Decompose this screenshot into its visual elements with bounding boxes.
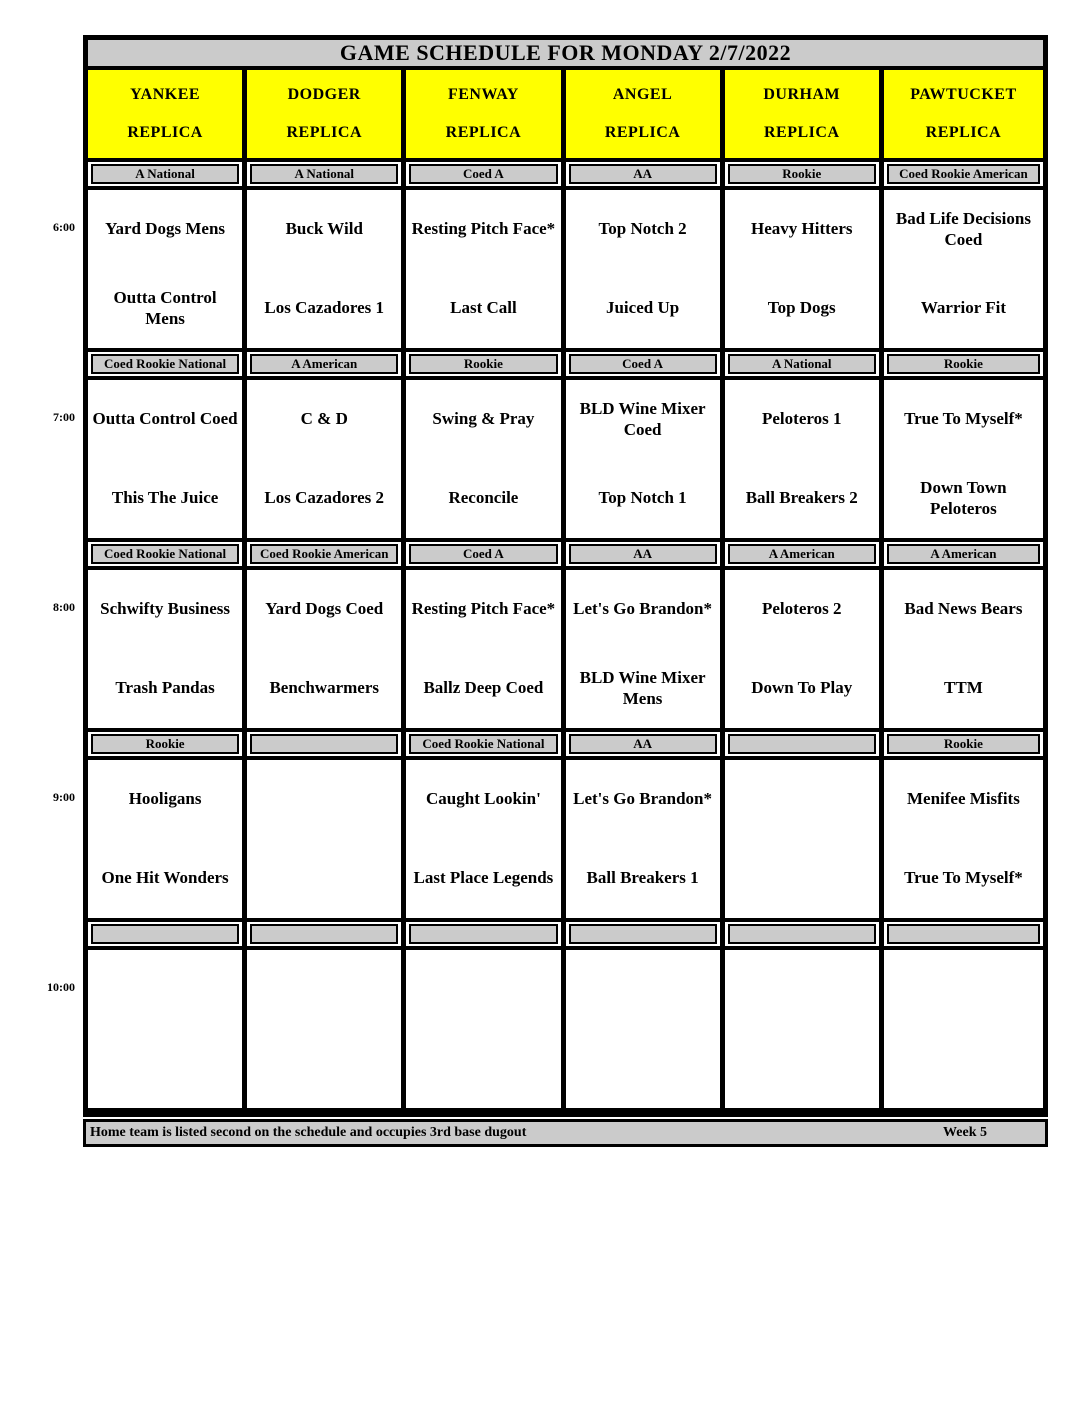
time-label: 8:00 (53, 600, 75, 614)
home-team-name: True To Myself* (904, 868, 1023, 888)
division-bar: Rookie (887, 734, 1040, 754)
division-cell (725, 732, 884, 756)
division-cell (566, 352, 725, 376)
division-cell (247, 732, 406, 756)
division-cell (884, 352, 1043, 376)
footer-bar (83, 1119, 1048, 1147)
home-team-name: Last Place Legends (413, 868, 554, 888)
division-bar: A American (250, 354, 398, 374)
time-label: 7:00 (53, 410, 75, 424)
visitor-team-name: Resting Pitch Face* (411, 219, 556, 239)
field-header-cell (406, 70, 565, 162)
home-team-name (725, 839, 879, 918)
game-cell (247, 756, 406, 922)
home-team-name: Top Dogs (767, 298, 836, 318)
division-bar (409, 924, 557, 944)
visitor-team-name: Schwifty Business (100, 599, 231, 619)
replica-label: REPLICA (925, 124, 1002, 141)
division-cell (247, 352, 406, 376)
field-header-cell (884, 70, 1043, 162)
visitor-team-name (725, 950, 879, 1029)
division-cell (406, 542, 565, 566)
replica-label: REPLICA (763, 124, 840, 141)
game-cell (247, 186, 406, 352)
visitor-team-name: Heavy Hitters (750, 219, 853, 239)
home-team-name: This The Juice (111, 488, 219, 508)
visitor-team-name: C & D (300, 409, 348, 429)
visitor-team-name: Menifee Misfits (907, 789, 1020, 809)
division-bar: AA (569, 544, 717, 564)
home-team-name (247, 1029, 401, 1108)
teams-row (88, 756, 1043, 922)
home-team-name (725, 1029, 879, 1108)
division-bar: Rookie (409, 354, 557, 374)
division-cell (88, 352, 247, 376)
home-team-name: One Hit Wonders (101, 868, 229, 888)
game-cell (725, 756, 884, 922)
division-cell (884, 162, 1043, 186)
division-bar: Rookie (91, 734, 239, 754)
home-team-name: Warrior Fit (920, 298, 1006, 318)
teams-row (88, 376, 1043, 542)
division-bar: Coed Rookie National (409, 734, 557, 754)
division-bar (569, 924, 717, 944)
division-cell (725, 352, 884, 376)
visitor-team-name: True To Myself* (904, 409, 1023, 429)
division-bar (728, 734, 876, 754)
visitor-team-name (884, 950, 1043, 1029)
game-cell (566, 376, 725, 542)
home-team-name: Ball Breakers 2 (745, 488, 858, 508)
division-row (88, 162, 1043, 186)
division-cell (566, 732, 725, 756)
home-team-name (884, 1029, 1043, 1108)
division-cell (566, 162, 725, 186)
division-cell (406, 922, 565, 946)
home-team-name (566, 1029, 720, 1108)
visitor-team-name: Yard Dogs Coed (265, 599, 384, 619)
visitor-team-name: Yard Dogs Mens (105, 219, 226, 239)
division-cell (88, 922, 247, 946)
home-team-name: Los Cazadores 2 (264, 488, 385, 508)
division-bar (728, 924, 876, 944)
division-bar: Coed Rookie American (250, 544, 398, 564)
division-cell (566, 922, 725, 946)
visitor-team-name: Resting Pitch Face* (411, 599, 556, 619)
game-cell (88, 756, 247, 922)
division-cell (406, 352, 565, 376)
game-cell (247, 376, 406, 542)
visitor-team-name: Swing & Pray (432, 409, 535, 429)
home-team-name: Reconcile (448, 488, 519, 508)
field-name: DURHAM (763, 86, 841, 103)
division-row (88, 542, 1043, 566)
visitor-team-name (247, 760, 401, 839)
home-team-name: Los Cazadores 1 (264, 298, 385, 318)
game-cell (88, 566, 247, 732)
division-row (88, 352, 1043, 376)
game-cell (406, 376, 565, 542)
division-cell (725, 922, 884, 946)
game-cell (884, 566, 1043, 732)
game-cell (247, 566, 406, 732)
field-header-cell (247, 70, 406, 162)
field-header-cell (725, 70, 884, 162)
division-cell (566, 542, 725, 566)
division-cell (884, 732, 1043, 756)
visitor-team-name: Let's Go Brandon* (573, 789, 712, 809)
visitor-team-name (566, 950, 720, 1029)
field-name: PAWTUCKET (910, 86, 1017, 103)
division-bar: Coed A (409, 544, 557, 564)
home-team-name: BLD Wine Mixer Mens (579, 668, 706, 708)
game-cell (884, 186, 1043, 352)
division-bar: A National (728, 354, 876, 374)
game-cell (88, 186, 247, 352)
visitor-team-name (88, 950, 242, 1029)
page-title: GAME SCHEDULE FOR MONDAY 2/7/2022 (88, 40, 1043, 70)
visitor-team-name: Buck Wild (285, 219, 363, 239)
home-team-name: Down Town Peloteros (920, 478, 1007, 518)
division-cell (884, 542, 1043, 566)
game-cell (725, 946, 884, 1112)
field-header-row (88, 70, 1043, 162)
division-bar: Coed A (409, 164, 557, 184)
replica-label: REPLICA (604, 124, 681, 141)
week-label: Week 5 (943, 1125, 987, 1140)
visitor-team-name (247, 950, 401, 1029)
time-label: 10:00 (47, 980, 75, 994)
division-cell (406, 162, 565, 186)
game-cell (566, 566, 725, 732)
game-cell (884, 756, 1043, 922)
visitor-team-name (725, 760, 879, 839)
division-bar (91, 924, 239, 944)
game-cell (725, 376, 884, 542)
division-bar: A National (91, 164, 239, 184)
game-cell (566, 756, 725, 922)
visitor-team-name: Bad Life Decisions Coed (895, 209, 1031, 249)
division-bar: A National (250, 164, 398, 184)
home-team-name: Benchwarmers (269, 678, 379, 698)
division-cell (247, 542, 406, 566)
game-cell (725, 566, 884, 732)
replica-label: REPLICA (127, 124, 203, 141)
replica-label: REPLICA (445, 124, 522, 141)
visitor-team-name: Peloteros 1 (762, 409, 842, 429)
schedule-sheet (47, 35, 1048, 1147)
game-cell (884, 946, 1043, 1112)
game-cell (566, 946, 725, 1112)
visitor-team-name: Top Notch 2 (598, 219, 687, 239)
teams-row (88, 946, 1043, 1112)
division-bar (887, 924, 1040, 944)
home-team-name (247, 839, 401, 918)
game-cell (725, 186, 884, 352)
division-bar (250, 734, 398, 754)
game-cell (406, 186, 565, 352)
division-cell (88, 732, 247, 756)
footer-note: Home team is listed second on the schedule and occupies 3rd base dugout (90, 1125, 527, 1140)
time-label: 9:00 (53, 790, 75, 804)
division-bar: Rookie (887, 354, 1040, 374)
field-header-cell (88, 70, 247, 162)
division-bar: Coed A (569, 354, 717, 374)
replica-label: REPLICA (286, 124, 362, 141)
division-bar: A American (728, 544, 876, 564)
visitor-team-name: BLD Wine Mixer Coed (579, 399, 706, 439)
division-cell (247, 162, 406, 186)
home-team-name: Last Call (450, 298, 517, 318)
game-cell (406, 566, 565, 732)
home-team-name: Ball Breakers 1 (586, 868, 699, 888)
field-name: DODGER (287, 86, 361, 103)
division-bar: Coed Rookie National (91, 544, 239, 564)
home-team-name (88, 1029, 242, 1108)
division-cell (88, 542, 247, 566)
home-team-name: Ballz Deep Coed (423, 678, 544, 698)
home-team-name: Top Notch 1 (598, 488, 687, 508)
division-bar: AA (569, 164, 717, 184)
home-team-name: Outta Control Mens (113, 288, 217, 328)
division-cell (725, 542, 884, 566)
visitor-team-name: Bad News Bears (904, 599, 1023, 619)
division-bar: A American (887, 544, 1040, 564)
division-bar: Rookie (728, 164, 876, 184)
game-cell (88, 946, 247, 1112)
game-cell (247, 946, 406, 1112)
division-row (88, 922, 1043, 946)
teams-row (88, 566, 1043, 732)
division-bar: Coed Rookie American (887, 164, 1040, 184)
division-cell (247, 922, 406, 946)
home-team-name: Trash Pandas (115, 678, 215, 698)
division-bar (250, 924, 398, 944)
field-name: FENWAY (447, 86, 519, 103)
home-team-name (406, 1029, 560, 1108)
game-cell (88, 376, 247, 542)
time-label: 6:00 (53, 220, 75, 234)
visitor-team-name: Caught Lookin' (426, 789, 541, 809)
home-team-name: Down To Play (751, 678, 853, 698)
game-cell (884, 376, 1043, 542)
game-cell (566, 186, 725, 352)
division-bar: AA (569, 734, 717, 754)
game-cell (406, 946, 565, 1112)
visitor-team-name: Outta Control Coed (92, 409, 238, 429)
visitor-team-name: Peloteros 2 (762, 599, 842, 619)
visitor-team-name: Hooligans (128, 789, 202, 809)
teams-row (88, 186, 1043, 352)
field-name: ANGEL (612, 86, 673, 103)
division-cell (406, 732, 565, 756)
division-row (88, 732, 1043, 756)
division-bar: Coed Rookie National (91, 354, 239, 374)
division-cell (884, 922, 1043, 946)
visitor-team-name: Let's Go Brandon* (573, 599, 712, 619)
home-team-name: TTM (944, 678, 983, 698)
division-cell (725, 162, 884, 186)
division-cell (88, 162, 247, 186)
game-cell (406, 756, 565, 922)
schedule-table (83, 35, 1048, 1117)
field-name: YANKEE (130, 86, 201, 103)
home-team-name: Juiced Up (605, 298, 680, 318)
visitor-team-name (406, 950, 560, 1029)
field-header-cell (566, 70, 725, 162)
